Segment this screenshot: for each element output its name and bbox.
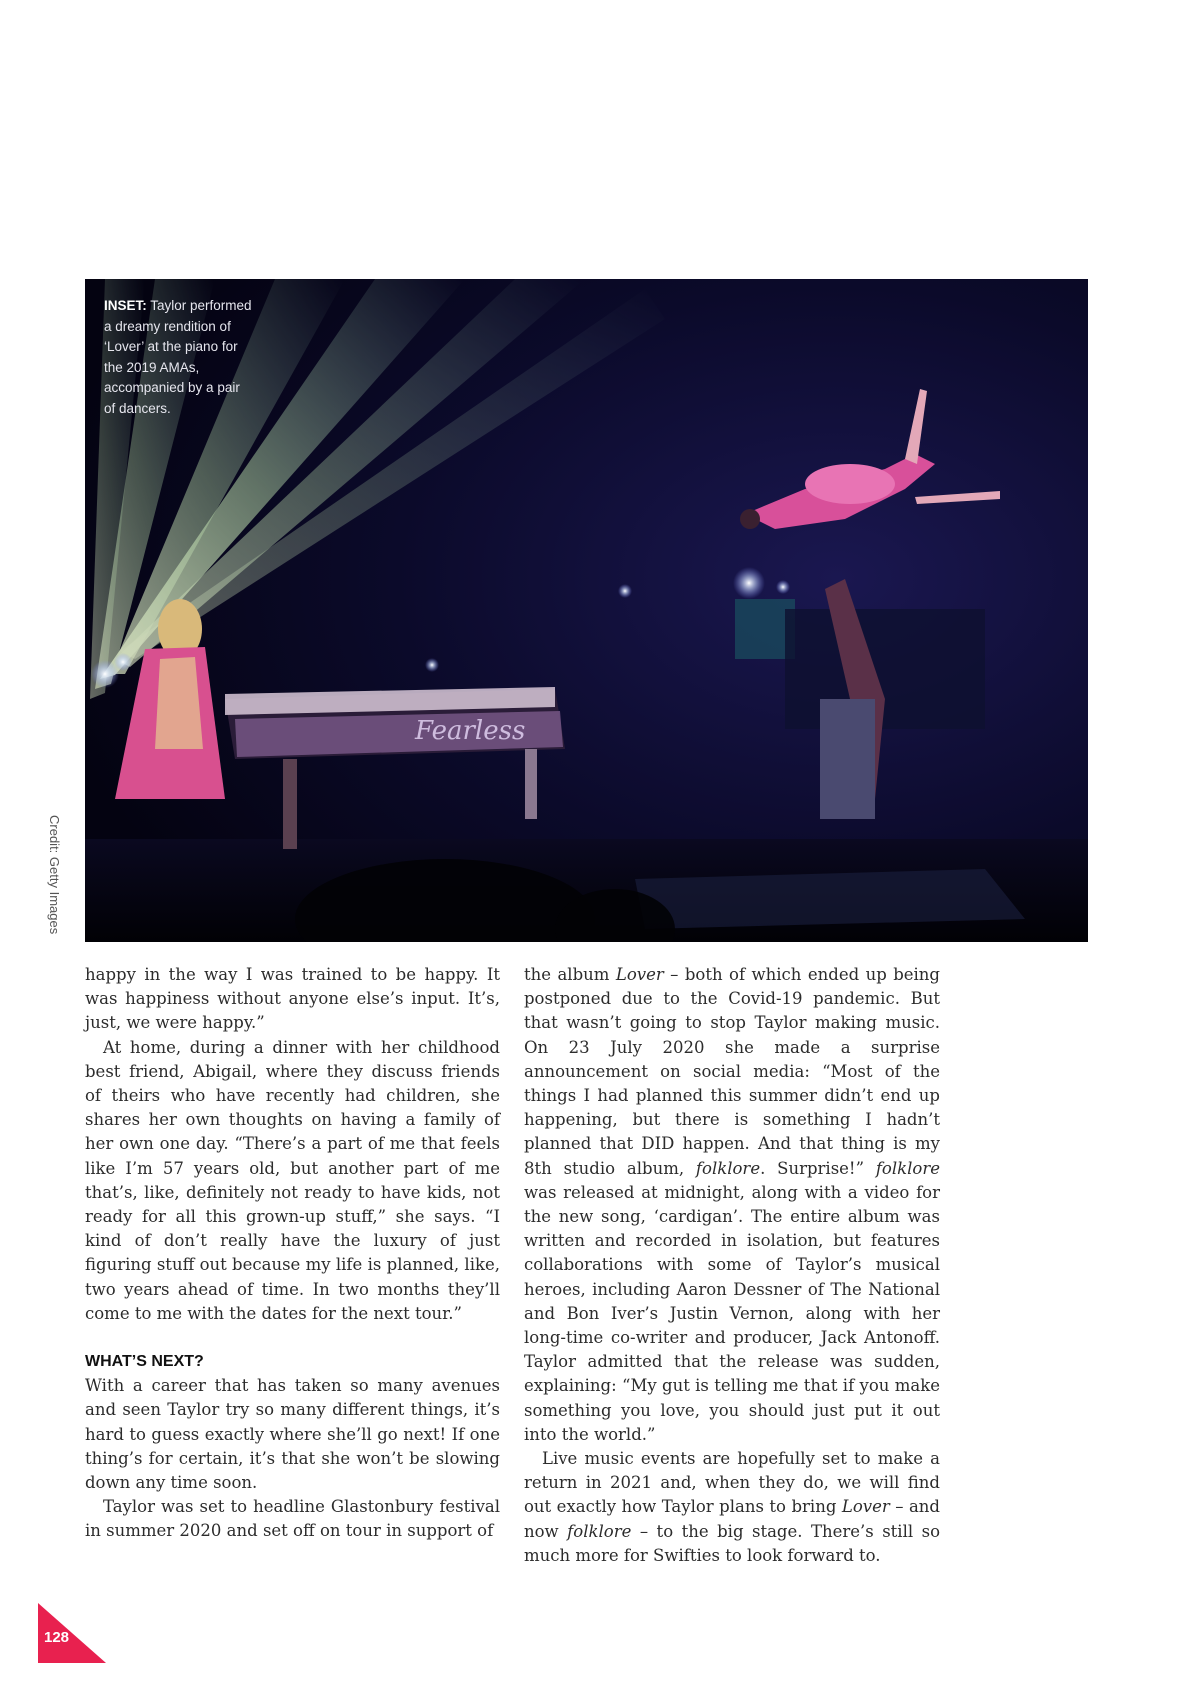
text-run: Live music events are hopefully set to make a return in 2021 and, when they do, we will find out exactly how Taylor plans to bring [524,1449,940,1517]
article-paragraph [85,963,500,1036]
caption-lead: INSET: [104,298,147,313]
inset-photo [85,279,1088,942]
article-paragraph [85,1495,500,1543]
text-run: At home, during a dinner with her childhood best friend, Abigail, where they discuss friends of theirs who have recently had children, she shares her own thoughts on having a family of her own one day. “There’s a part of me that feels like I’m 57 years old, but another part of me that’s, like, definitely not ready to have kids, not ready for all this grown-up stuff,” she says. “I kind of don’t really have the luxury of just figuring stuff out because my life is planned, like, two years ahead of time. In two months they’ll come to me with the dates for the next tour.” [85,1037,500,1323]
italic-title: folklore [567,1521,632,1541]
text-run: With a career that has taken so many avenues and seen Taylor try so many different things, it’s hard to guess exactly where she’ll go next! If one thing’s for certain, it’s that she won’t be slowing down any time soon. [85,1376,500,1493]
text-run: . Surprise!” [760,1158,876,1178]
caption-text: Taylor performed a dreamy rendition of ‘Lover’ at the piano for the 2019 AMAs, accompanied by a pair of dancers. [104,298,252,416]
article-paragraph [85,1036,500,1326]
italic-title: folklore [695,1158,761,1178]
italic-title: Lover [841,1497,890,1517]
section-heading [85,1350,500,1374]
article-column-right [524,963,940,1568]
page-number: 128 [44,1629,70,1646]
photo-caption [104,296,254,419]
text-run: the album [524,965,616,984]
text-run: – to the big stage. There’s still so much more for Swifties to look forward to. [524,1521,941,1565]
italic-title: folklore [875,1158,941,1178]
text-run: Taylor was set to headline Glastonbury festival in summer 2020 and set off on tour in support of [85,1497,500,1541]
stage-light [733,567,765,599]
text-run: was released at midnight, along with a video for the new song, ‘cardigan’. The entire album was written and recorded in isolation, but features collaborations with some of Taylor’s musical heroes, including Aaron Dessner of The National and Bon Iver’s Justin Vernon, along with her long-time co-writer and producer, Jack Antonoff. Taylor admitted that the release was sudden, explaining: “My gut is telling me that if you make something you love, you should just put it out into the world.” [524,1182,940,1444]
article-column-left [85,963,500,1544]
article-paragraph [524,963,940,1447]
text-run: happy in the way I was trained to be happy. It was happiness without anyone else’s input. It’s, just, we were happy.” [85,965,500,1033]
text-run: – both of which ended up being postponed due to the Covid-19 pandemic. But that wasn’t going to stop Taylor making music. On 23 July 2020 she made a surprise announcement on social media: “Most of the things I had planned this summer didn’t end up happening, but there is something I hadn’t planned that DID happen. And that thing is my 8th studio album, [524,965,940,1178]
italic-title: Lover [615,965,664,984]
text-run: WHAT’S NEXT? [85,1353,204,1371]
photo-credit: Credit: Getty Images [47,815,62,935]
article-paragraph [85,1374,500,1495]
article-paragraph [524,1447,940,1568]
text-run: – and now [524,1497,940,1541]
piano-script: Fearless [415,716,526,746]
